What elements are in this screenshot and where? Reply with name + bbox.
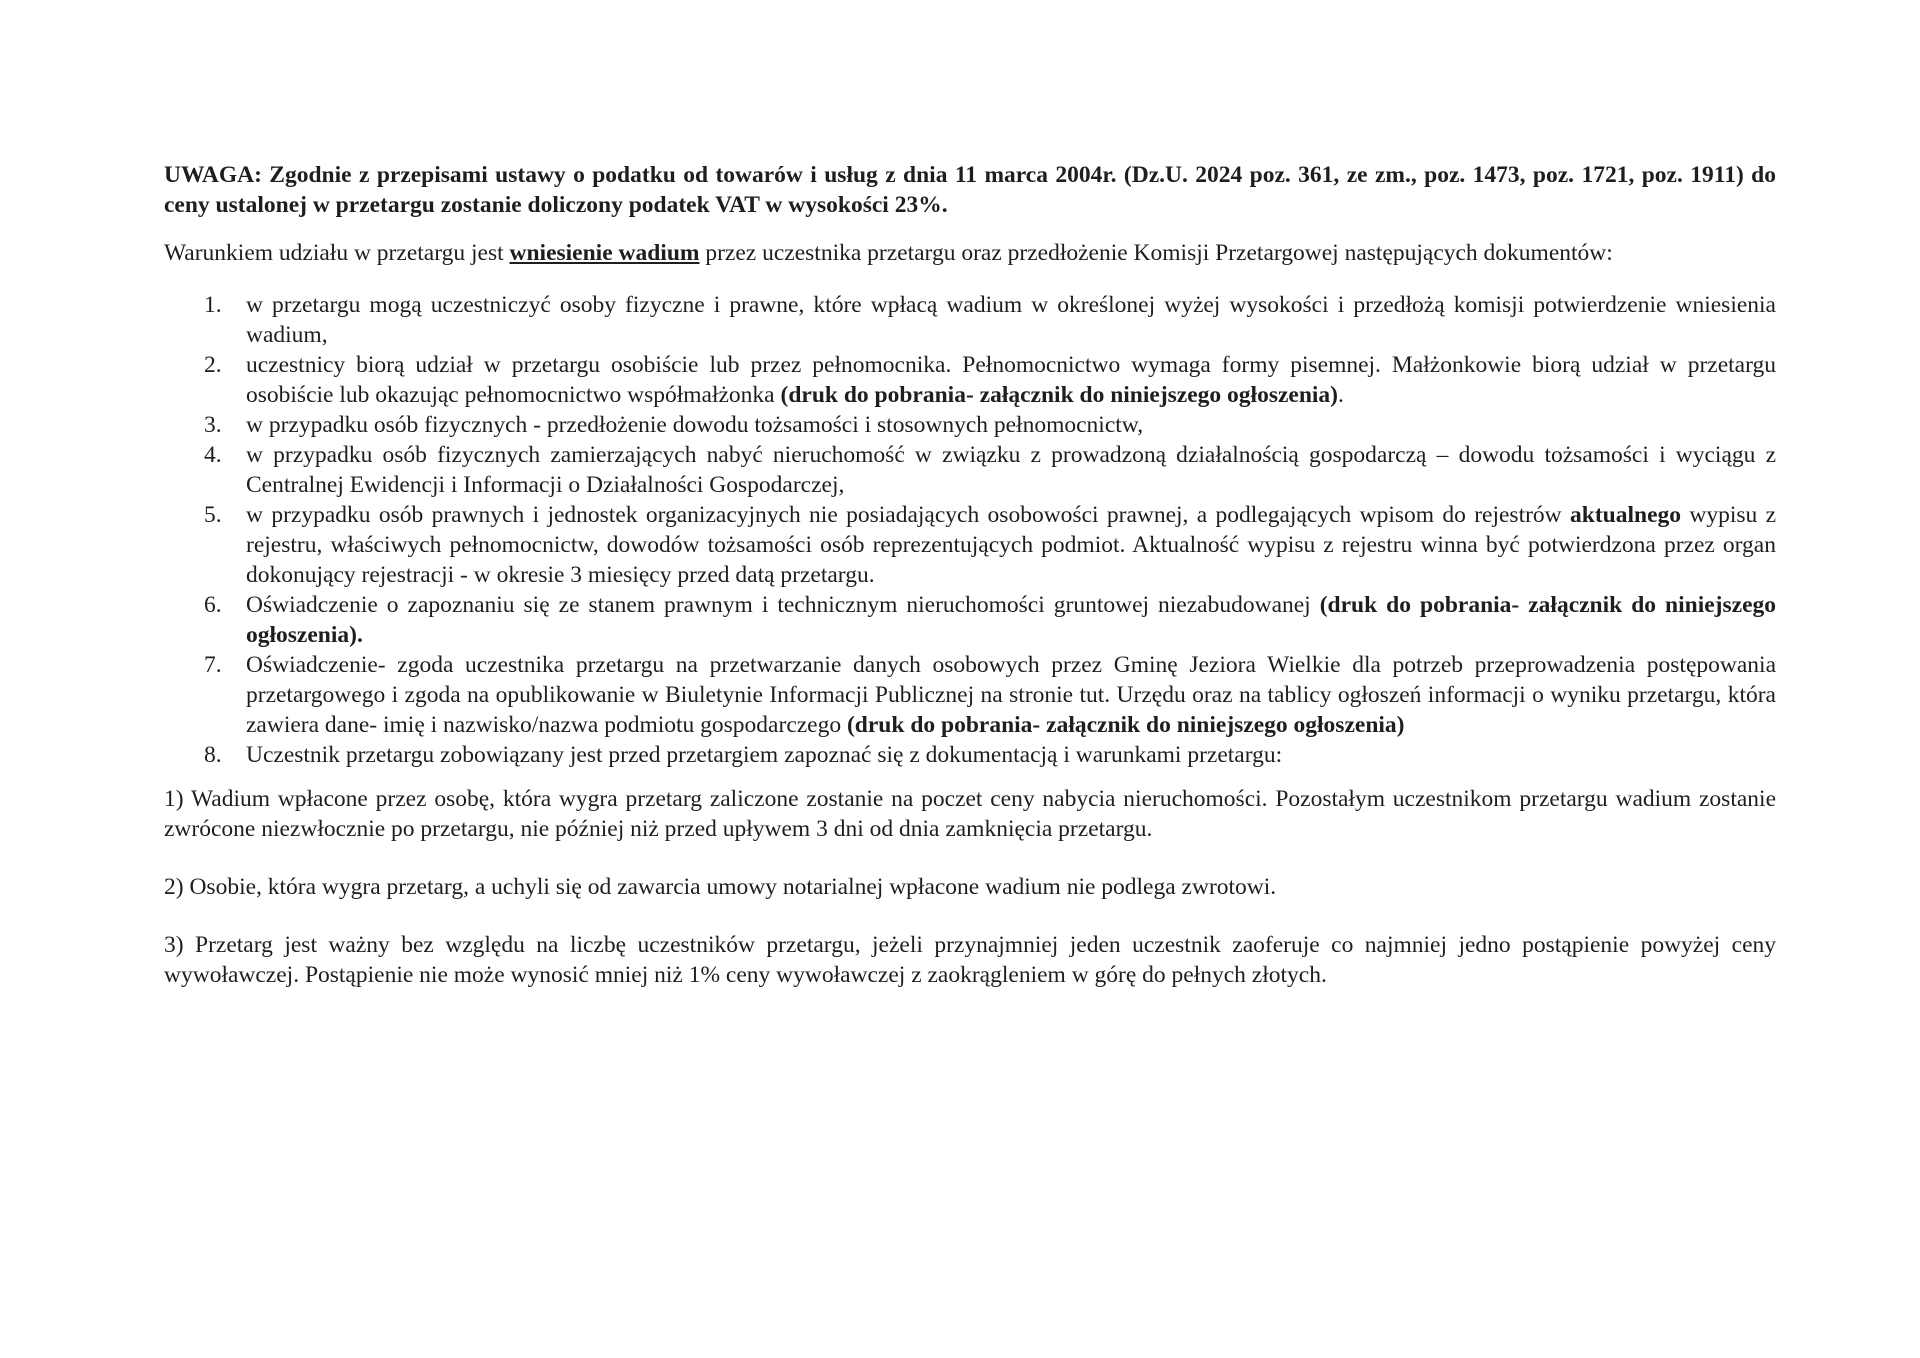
list-item-number: 3. — [204, 412, 222, 438]
list-item-bold-note: aktualnego — [1570, 502, 1681, 528]
list-item-text: w przetargu mogą uczestniczyć osoby fizyczne i prawne, które wpłacą wadium w określonej wyżej wysokości i przedłożą komisji potwierdzenie wniesienia wadium, — [246, 292, 1776, 348]
list-item-number: 7. — [204, 652, 222, 678]
list-item-number: 5. — [204, 502, 222, 528]
list-item — [164, 350, 1776, 410]
list-item — [164, 590, 1776, 650]
rule-auction-validity: 3) Przetarg jest ważny bez względu na liczbę uczestników przetargu, jeżeli przynajmniej jeden uczestnik zaoferuje co najmniej jedno postąpienie powyżej ceny wywoławczej. Postąpienie nie może wynosić mniej niż 1% ceny wywoławczej z zaokrągleniem w górę do pełnych złotych. — [164, 932, 1776, 988]
list-item-bold-note: (druk do pobrania- załącznik do niniejszego ogłoszenia). — [246, 592, 1777, 648]
participation-intro — [164, 238, 1776, 268]
list-item-text: Oświadczenie- zgoda uczestnika przetargu na przetwarzanie danych osobowych przez Gminę Jeziora Wielkie dla potrzeb przeprowadzenia postępowania przetargowego i zgoda na opublikowanie w Biuletynie Informacji Publicznej na stronie tut. Urzędu oraz na tablicy ogłoszeń informacji o wyniku przetargu, która zawiera dane- imię i nazwisko/nazwa podmiotu gospodarczego — [246, 652, 1776, 738]
list-item — [164, 650, 1776, 740]
document-body — [164, 160, 1776, 990]
list-item-text: w przypadku osób fizycznych - przedłożenie dowodu tożsamości i stosownych pełnomocnictw, — [246, 412, 1144, 438]
list-item-number: 1. — [204, 292, 222, 318]
list-item — [164, 290, 1776, 350]
intro-text-after: przez uczestnika przetargu oraz przedłożenie Komisji Przetargowej następujących dokumentów: — [699, 240, 1613, 266]
list-item — [164, 740, 1776, 770]
list-item-text: Uczestnik przetargu zobowiązany jest przed przetargiem zapoznać się z dokumentacją i warunkami przetargu: — [246, 742, 1283, 768]
list-item-bold-note: (druk do pobrania- załącznik do niniejszego ogłoszenia) — [846, 712, 1405, 738]
list-item-bold-note: (druk do pobrania- załącznik do niniejszego ogłoszenia) — [780, 382, 1339, 408]
list-item-text: w przypadku osób fizycznych zamierzających nabyć nieruchomość w związku z prowadzoną działalnością gospodarczą – dowodu tożsamości i wyciągu z Centralnej Ewidencji i Informacji o Działalności Gospodarczej, — [246, 442, 1776, 498]
list-item-number: 6. — [204, 592, 222, 618]
list-item — [164, 500, 1776, 590]
list-item-number: 8. — [204, 742, 222, 768]
list-item — [164, 410, 1776, 440]
list-item-number: 2. — [204, 352, 222, 378]
list-item-tail: wypisu z rejestru, właściwych pełnomocnictw, dowodów tożsamości osób reprezentujących podmiot. Aktualność wypisu z rejestru winna być potwierdzona przez organ dokonujący rejestracji - w okresie 3 miesięcy przed datą przetargu. — [246, 502, 1777, 588]
rule-deposit-forfeit: 2) Osobie, która wygra przetarg, a uchyli się od zawarcia umowy notarialnej wpłacone wadium nie podlega zwrotowi. — [164, 874, 1277, 900]
list-item-tail: . — [1338, 382, 1344, 408]
list-item-text: w przypadku osób prawnych i jednostek organizacyjnych nie posiadających osobowości prawnej, a podlegających wpisom do rejestrów — [246, 502, 1570, 528]
list-item-number: 4. — [204, 442, 222, 468]
list-item-text: uczestnicy biorą udział w przetargu osobiście lub przez pełnomocnika. Pełnomocnictwo wymaga formy pisemnej. Małżonkowie biorą udział w przetargu osobiście lub okazując pełnomocnictwo współmałżonka — [246, 352, 1776, 408]
vat-notice: UWAGA: Zgodnie z przepisami ustawy o podatku od towarów i usług z dnia 11 marca 2004r. (Dz.U. 2024 poz. 361, ze zm., poz. 1473, poz. 1721, poz. 1911) do ceny ustalonej w przetargu zostanie doliczony podatek VAT w wysokości 23%. — [164, 162, 1776, 218]
rule-deposit-settlement: 1) Wadium wpłacone przez osobę, która wygra przetarg zaliczone zostanie na poczet ceny nabycia nieruchomości. Pozostałym uczestnikom przetargu wadium zostanie zwrócone niezwłocznie po przetargu, nie później niż przed upływem 3 dni od dnia zamknięcia przetargu. — [164, 786, 1776, 842]
list-item-text: Oświadczenie o zapoznaniu się ze stanem prawnym i technicznym nieruchomości gruntowej niezabudowanej — [246, 592, 1320, 618]
list-item — [164, 440, 1776, 500]
intro-emphasis: wniesienie wadium — [509, 240, 700, 266]
conditions-list — [164, 290, 1776, 770]
intro-text-before: Warunkiem udziału w przetargu jest — [164, 240, 510, 266]
